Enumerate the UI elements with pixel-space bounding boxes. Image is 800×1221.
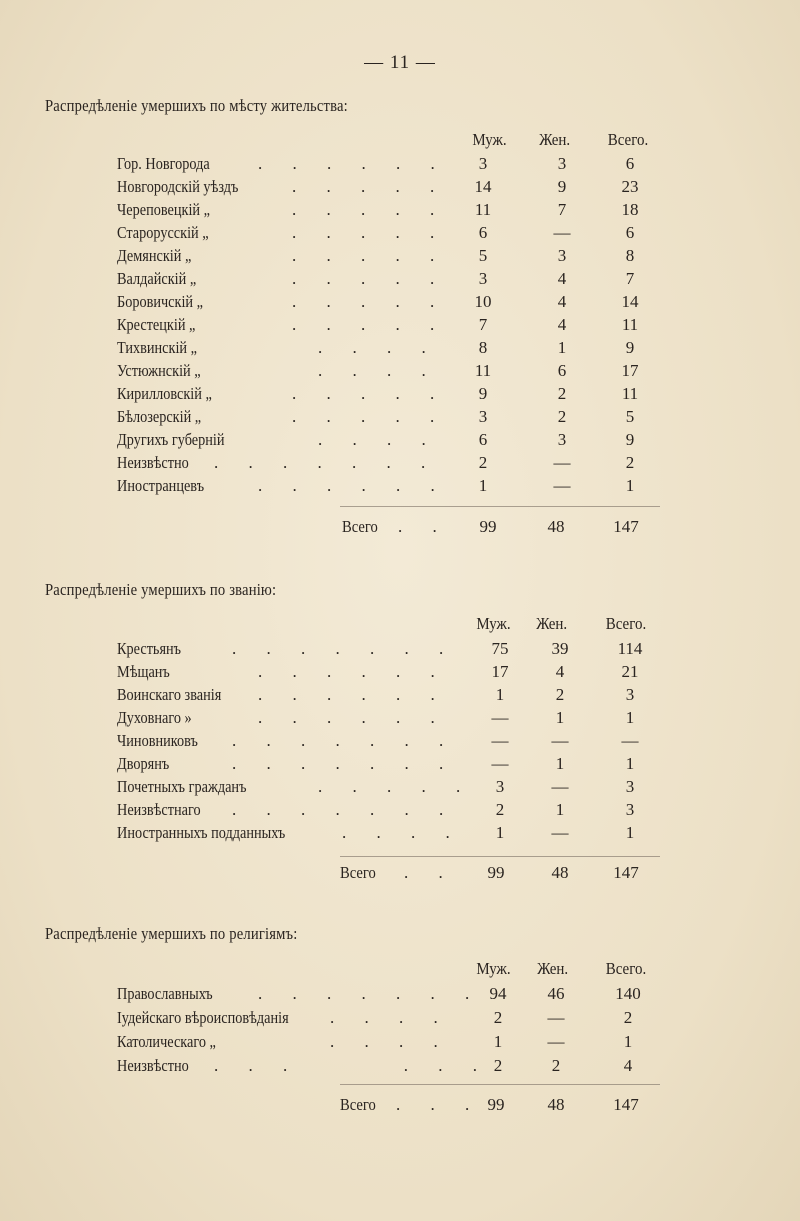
value-total: 8 [625,246,635,265]
value-female: — [551,823,569,842]
row-label: Иностранцевъ [117,476,205,495]
value-total: 1 [625,754,635,773]
value-total: 11 [621,384,639,403]
value-total: — [621,731,639,750]
value-male: 10 [474,292,492,311]
value-total: 9 [625,430,635,449]
table-row [0,453,800,476]
value-female: 1 [555,754,565,773]
total-rule [340,506,660,507]
row-label: Мѣщанъ [117,662,170,681]
table-row [0,1008,800,1031]
leader-dots: . . . . . [292,246,448,265]
value-male: 9 [478,384,488,403]
value-female: 46 [547,984,565,1003]
col-head-female: Жен. [539,130,571,149]
value-male: 8 [478,338,488,357]
table-row [0,708,800,731]
table-row [0,430,800,453]
leader-dots: . . . . . . [258,685,448,704]
value-female: — [553,476,571,495]
col-head-total: Всего. [605,959,647,978]
total-label: Всего [340,1095,376,1114]
row-label: Бѣлозерскій „ [117,407,202,426]
value-male: 11 [474,200,492,219]
row-label: Католическаго „ [117,1032,216,1051]
leader-dots: . . . . . [292,269,448,288]
table-row [0,800,800,823]
value-female: 7 [557,200,567,219]
value-female: 2 [551,1056,561,1075]
table-row [0,177,800,200]
total-male: 99 [487,1095,505,1114]
section-title: Распредѣленіе умершихъ по религіямъ: [45,924,298,943]
table-row [0,731,800,754]
value-female: — [553,223,571,242]
value-total: 6 [625,223,635,242]
value-female: 1 [555,800,565,819]
value-male: 2 [478,453,488,472]
value-female: 9 [557,177,567,196]
table-row [0,777,800,800]
value-male: 1 [493,1032,503,1051]
table-row [0,338,800,361]
total-total: 147 [613,863,639,882]
value-male: 7 [478,315,488,334]
table-row [0,662,800,685]
value-total: 18 [621,200,639,219]
value-total: 3 [625,777,635,796]
col-head-male: Муж. [476,959,511,978]
value-female: — [553,453,571,472]
total-female: 48 [547,1095,565,1114]
leader-dots: . . . . . . [258,476,448,495]
total-rule [340,1084,660,1085]
value-total: 1 [625,823,635,842]
value-male: 1 [478,476,488,495]
leader-dots: . . . . [318,361,439,380]
value-total: 1 [625,476,635,495]
leader-dots: . . . . . [318,777,474,796]
value-female: 1 [555,708,565,727]
page-number: — 11 — [364,52,436,73]
total-male: 99 [479,517,497,536]
value-female: 3 [557,154,567,173]
value-total: 5 [625,407,635,426]
value-female: 6 [557,361,567,380]
value-female: 4 [557,315,567,334]
table-row [0,685,800,708]
leader-dots: . . . . . . [258,708,448,727]
leader-dots: . . . . . . [258,662,448,681]
leader-dots: . . . . [330,1008,451,1027]
row-label: Гор. Новгорода [117,154,210,173]
value-male: 3 [478,407,488,426]
row-label: Тихвинскій „ [117,338,197,357]
value-total: 3 [625,800,635,819]
row-label: Чиновниковъ [117,731,198,750]
total-male: 99 [487,863,505,882]
table-row [0,1056,800,1079]
table-row [0,1032,800,1055]
value-total: 7 [625,269,635,288]
row-label: Неизвѣстнаго [117,800,201,819]
table-row [0,639,800,662]
col-head-male: Муж. [476,614,511,633]
leader-dots: . . . . . . . [232,800,457,819]
value-total: 6 [625,154,635,173]
value-male: 3 [478,154,488,173]
value-male: 3 [495,777,505,796]
row-label: Неизвѣстно [117,1056,189,1075]
row-label: Неизвѣстно [117,453,189,472]
table-row [0,315,800,338]
row-label: Иностранныхъ подданныхъ [117,823,286,842]
total-label: Всего [342,517,378,536]
total-row [0,863,800,886]
value-male: 75 [491,639,509,658]
value-male: 14 [474,177,492,196]
row-label: Устюжнскій „ [117,361,201,380]
value-male: 17 [491,662,509,681]
leader-dots: . . . . . . . [232,754,457,773]
value-total: 21 [621,662,639,681]
table-row [0,361,800,384]
total-female: 48 [547,517,565,536]
total-female: 48 [551,863,569,882]
row-label: Крестецкій „ [117,315,196,334]
value-female: 39 [551,639,569,658]
value-total: 140 [615,984,641,1003]
row-label: Дворянъ [117,754,170,773]
value-female: — [551,731,569,750]
value-total: 3 [625,685,635,704]
value-female: — [547,1032,565,1051]
row-label: Валдайскій „ [117,269,197,288]
value-male: 1 [495,823,505,842]
table-row [0,754,800,777]
leader-dots: . . . . [330,1032,451,1051]
leader-dots: . . [398,517,450,536]
total-row [0,1095,800,1118]
total-total: 147 [613,517,639,536]
value-male: 5 [478,246,488,265]
leader-dots: . . . . . [292,292,448,311]
row-label: Боровичскій „ [117,292,203,311]
value-male: 11 [474,361,492,380]
value-total: 17 [621,361,639,380]
leader-dots: . . . . . . . [214,453,439,472]
value-female: 4 [557,292,567,311]
table-row [0,246,800,269]
value-female: — [551,777,569,796]
leader-dots: . . . . [318,338,439,357]
total-label: Всего [340,863,376,882]
leader-dots: . . . . . . [258,154,448,173]
value-male: 2 [495,800,505,819]
col-head-female: Жен. [537,959,569,978]
col-head-male: Муж. [472,130,507,149]
total-total: 147 [613,1095,639,1114]
row-label: Воинскаго званія [117,685,222,704]
row-label: Іудейскаго вѣроисповѣданія [117,1008,289,1027]
leader-dots: . . . . [318,430,439,449]
section-title: Распредѣленіе умершихъ по мѣсту жительства: [45,96,348,115]
row-label: Кирилловскій „ [117,384,212,403]
table-row [0,154,800,177]
value-total: 14 [621,292,639,311]
value-female: 2 [555,685,565,704]
value-total: 11 [621,315,639,334]
leader-dots: . . . . . [292,177,448,196]
leader-dots: . . . [396,1095,483,1114]
value-female: 2 [557,384,567,403]
value-male: — [491,708,509,727]
table-row [0,223,800,246]
leader-dots: . . . . . [292,407,448,426]
value-total: 1 [623,1032,633,1051]
value-male: 1 [495,685,505,704]
leader-dots: . . . . . . . [258,984,483,1003]
table-row [0,407,800,430]
leader-dots: . . . . . . . [232,731,457,750]
row-label: Новгородскій уѣздъ [117,177,239,196]
value-female: 3 [557,430,567,449]
table-row [0,269,800,292]
total-row [0,517,800,540]
value-female: 2 [557,407,567,426]
table-row [0,200,800,223]
row-label: Духовнаго » [117,708,192,727]
value-female: 3 [557,246,567,265]
value-male: — [491,754,509,773]
table-row [0,292,800,315]
leader-dots: . . . . . [292,384,448,403]
row-label: Почетныхъ гражданъ [117,777,247,796]
leader-dots: . . . . . [292,200,448,219]
leader-dots: . . . . [342,823,463,842]
value-total: 2 [625,453,635,472]
col-head-total: Всего. [605,614,647,633]
leader-dots: . . . . . [292,315,448,334]
value-male: 2 [493,1056,503,1075]
value-female: 1 [557,338,567,357]
row-label: Череповецкій „ [117,200,210,219]
table-row [0,984,800,1007]
table-row [0,823,800,846]
value-total: 9 [625,338,635,357]
row-label: Демянскій „ [117,246,192,265]
leader-dots: . . . . . . . [232,639,457,658]
row-label: Другихъ губерній [117,430,225,449]
row-label: Православныхъ [117,984,213,1003]
value-total: 4 [623,1056,633,1075]
value-male: 3 [478,269,488,288]
leader-dots: . . . . . [292,223,448,242]
value-female: 4 [555,662,565,681]
value-male: 94 [489,984,507,1003]
col-head-female: Жен. [536,614,568,633]
table-row [0,384,800,407]
table-row [0,476,800,499]
leader-dots: . . . . . . [214,1056,490,1075]
total-rule [340,856,660,857]
value-female: 4 [557,269,567,288]
value-female: — [547,1008,565,1027]
col-head-total: Всего. [607,130,649,149]
leader-dots: . . [404,863,456,882]
value-male: 6 [478,223,488,242]
row-label: Крестьянъ [117,639,182,658]
value-male: — [491,731,509,750]
value-total: 23 [621,177,639,196]
value-total: 1 [625,708,635,727]
value-total: 114 [617,639,643,658]
row-label: Старорусскій „ [117,223,209,242]
value-male: 6 [478,430,488,449]
value-male: 2 [493,1008,503,1027]
section-title: Распредѣленіе умершихъ по званію: [45,580,277,599]
value-total: 2 [623,1008,633,1027]
